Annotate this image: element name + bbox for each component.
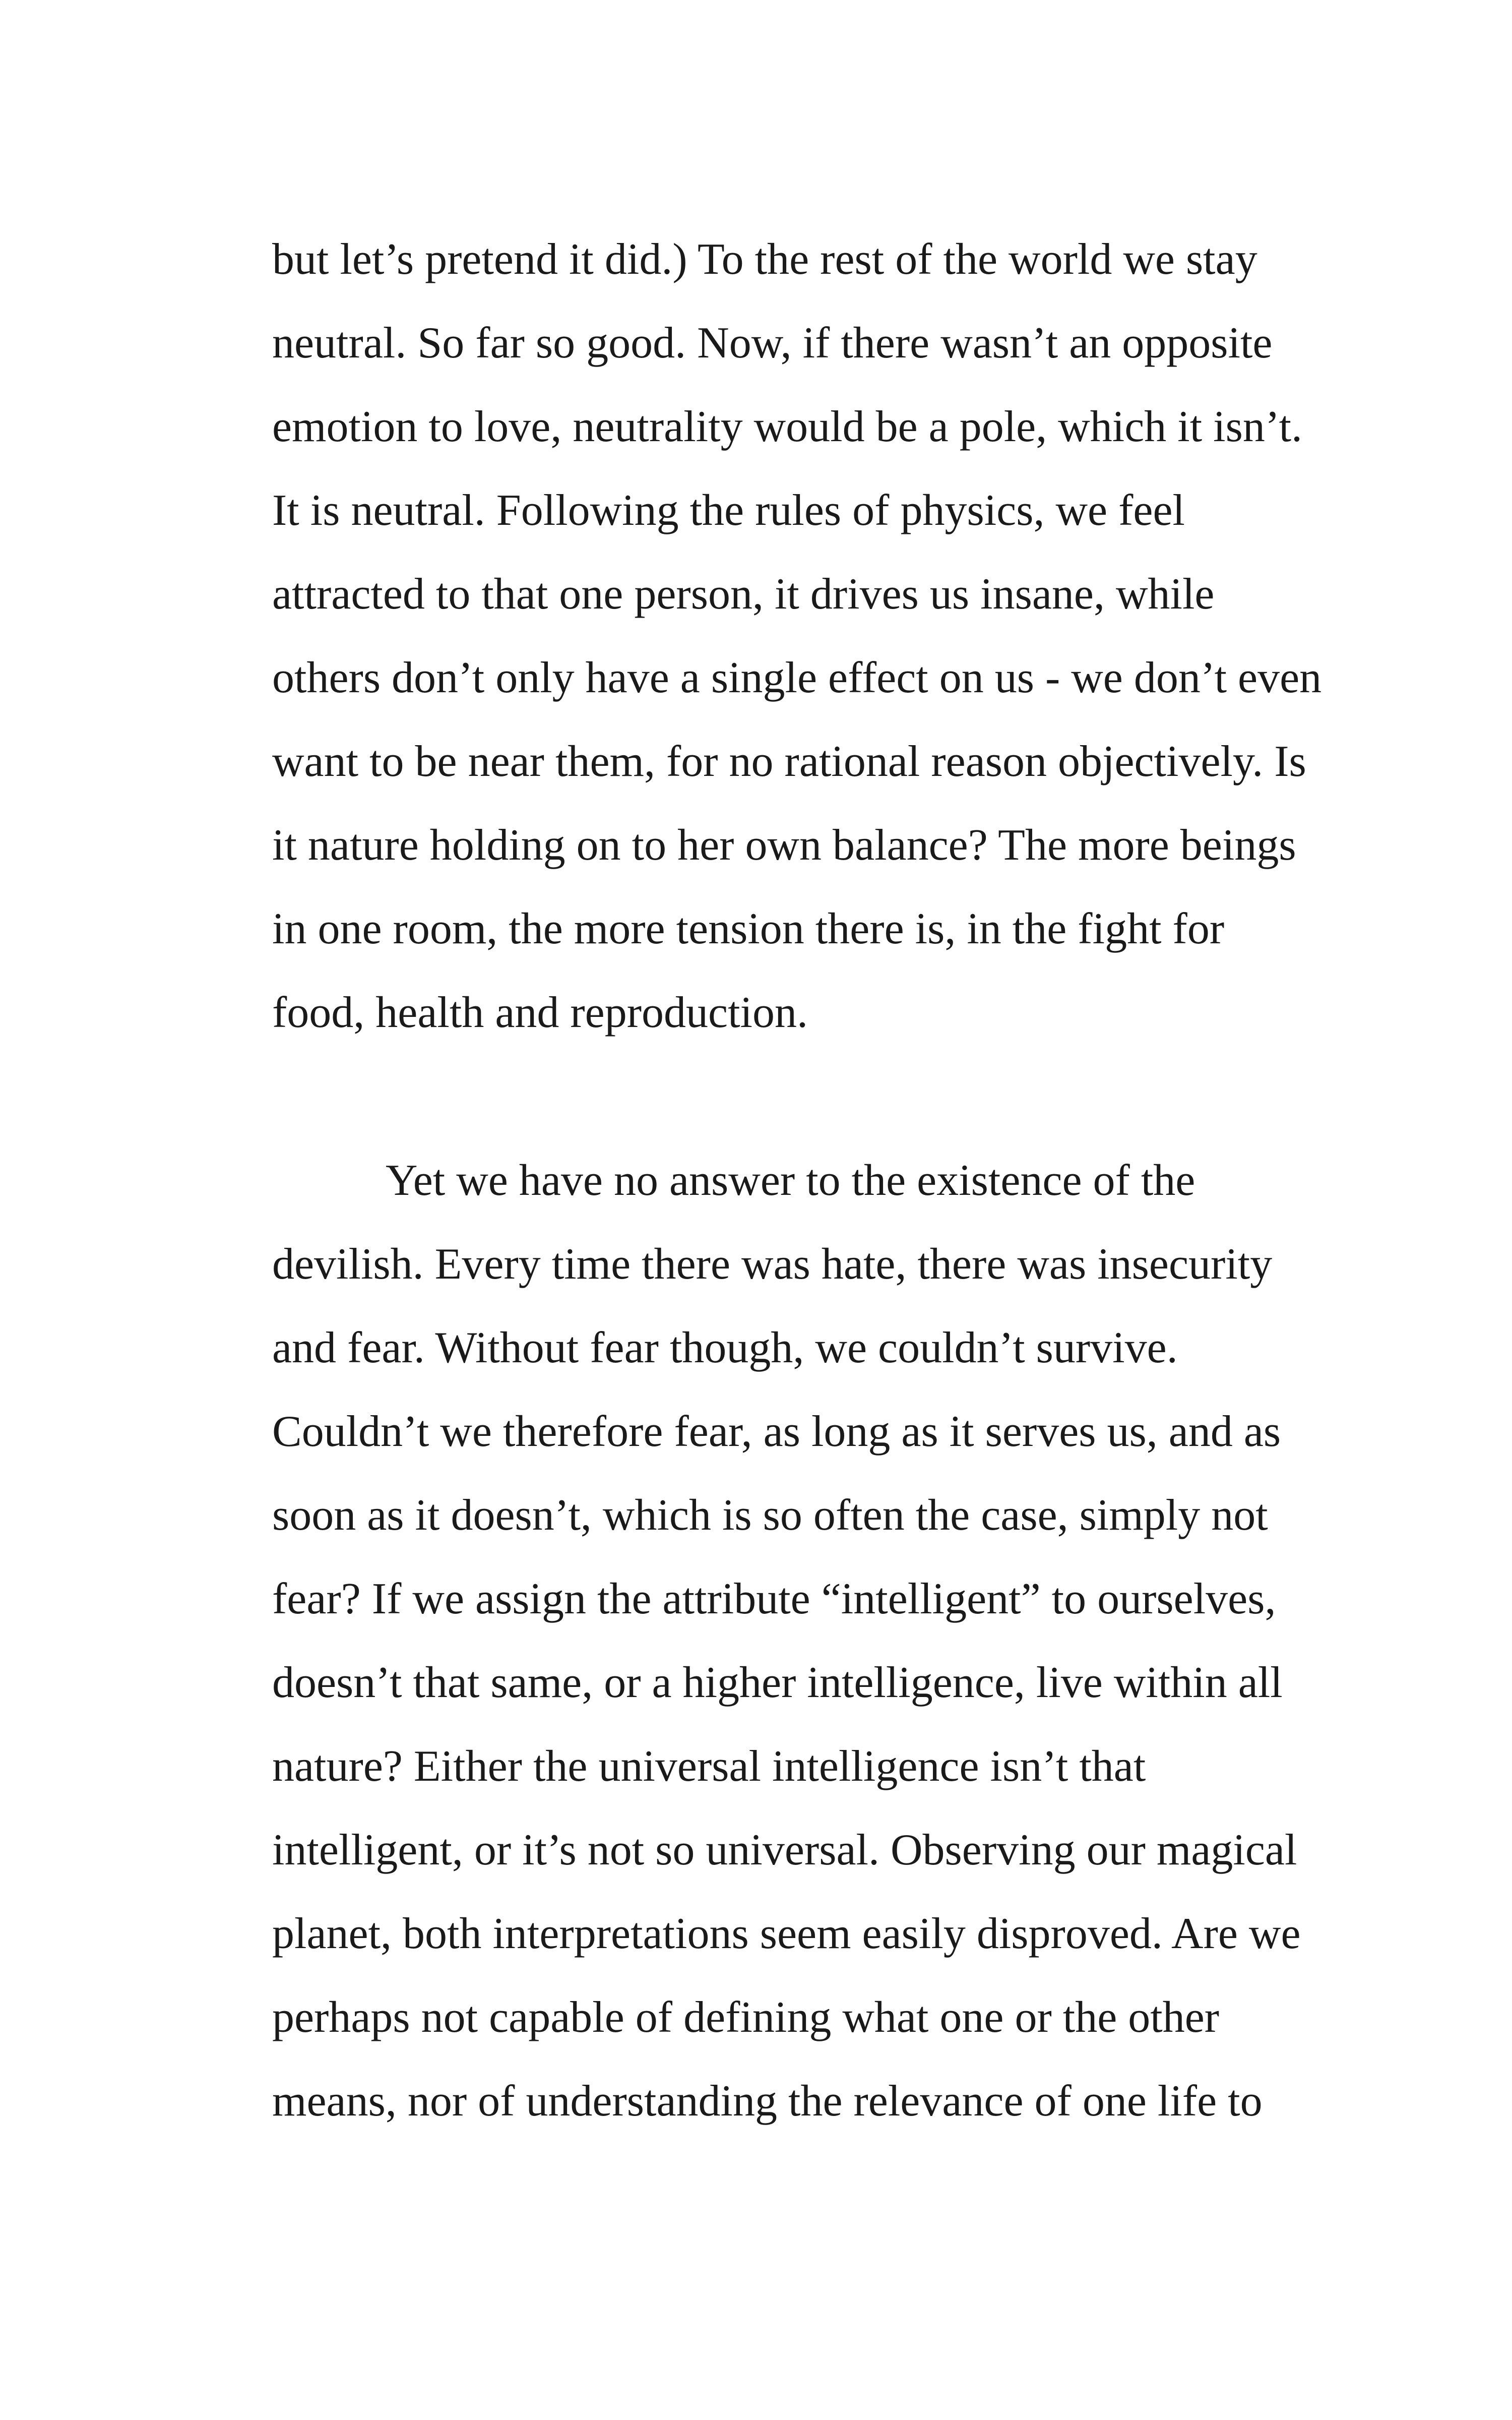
text-line: doesn’t that same, or a higher intelligence, live within all (272, 1658, 1283, 1707)
text-line: neutral. So far so good. Now, if there wasn’t an opposite (272, 319, 1273, 368)
text-line: Couldn’t we therefore fear, as long as it serves us, and as (272, 1407, 1281, 1456)
text-line: means, nor of understanding the relevance of one life to (272, 2077, 1263, 2126)
text-line: soon as it doesn’t, which is so often the case, simply not (272, 1491, 1268, 1540)
text-line: attracted to that one person, it drives us insane, while (272, 570, 1215, 619)
text-line: nature? Either the universal intelligence isn’t that (272, 1742, 1146, 1791)
text-line-indented: Yet we have no answer to the existence of the (386, 1156, 1195, 1205)
text-line: others don’t only have a single effect on us - we don’t even (272, 653, 1322, 702)
text-line: It is neutral. Following the rules of physics, we feel (272, 486, 1185, 535)
text-line: planet, both interpretations seem easily disproved. Are we (272, 1909, 1301, 1958)
text-line: fear? If we assign the attribute “intelligent” to ourselves, (272, 1575, 1276, 1623)
text-line: and fear. Without fear though, we couldn’t survive. (272, 1323, 1178, 1372)
text-line: food, health and reproduction. (272, 988, 808, 1037)
text-line: emotion to love, neutrality would be a pole, which it isn’t. (272, 402, 1303, 451)
text-line: it nature holding on to her own balance? The more beings (272, 821, 1296, 870)
text-line: want to be near them, for no rational reason objectively. Is (272, 737, 1306, 786)
text-line: devilish. Every time there was hate, there was insecurity (272, 1240, 1273, 1289)
text-line: in one room, the more tension there is, in the fight for (272, 904, 1225, 953)
text-line: perhaps not capable of defining what one or the other (272, 1993, 1220, 2042)
text-line: but let’s pretend it did.) To the rest of the world we stay (272, 235, 1257, 284)
text-line: intelligent, or it’s not so universal. Observing our magical (272, 1826, 1297, 1874)
